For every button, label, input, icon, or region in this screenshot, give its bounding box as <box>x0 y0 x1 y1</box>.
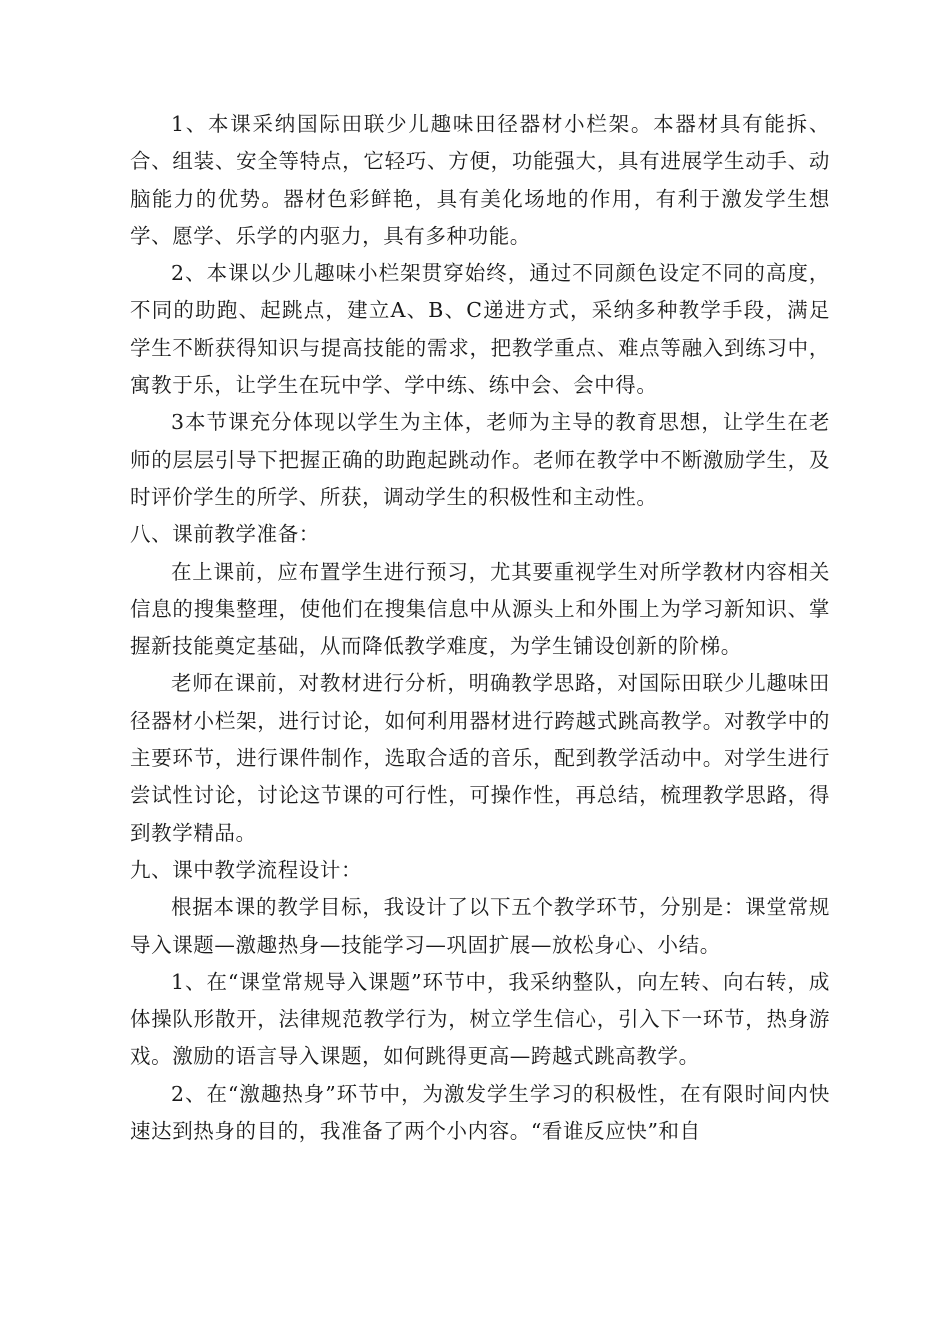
paragraph-stage-one: 1、在“课堂常规导入课题”环节中，我采纳整队，向左转、向右转，成体操队形散开，法律规范教学行为，树立学生信心，引入下一环节，热身游戏。激励的语言导入课题，如何跳得更高—跨越式跳高教学。 <box>130 969 830 1069</box>
paragraph-five-stages: 根据本课的教学目标，我设计了以下五个教学环节，分别是：课堂常规导入课题—激趣热身—技能学习—巩固扩展—放松身心、小结。 <box>130 895 830 957</box>
paragraph-hurdle-design: 2、本课以少儿趣味小栏架贯穿始终，通过不同颜色设定不同的高度，不同的助跑、起跳点，建立A、B、C递进方式，采纳多种教学手段，满足学生不断获得知识与提高技能的需求，把教学重点、难点等融入到练习中，寓教于乐，让学生在玩中学、学中练、练中会、会中得。 <box>130 261 830 398</box>
paragraph-stage-two: 2、在“激趣热身”环节中，为激发学生学习的积极性，在有限时间内快速达到热身的目的，我准备了两个小内容。“看谁反应快”和自 <box>130 1081 830 1144</box>
paragraph-equipment-features: 1、本课采纳国际田联少儿趣味田径器材小栏架。本器材具有能拆、合、组装、安全等特点，它轻巧、方便，功能强大，具有进展学生动手、动脑能力的优势。器材色彩鲜艳，具有美化场地的作用，有利于激发学生想学、愿学、乐学的内驱力，具有多种功能。 <box>130 112 830 248</box>
paragraph-student-centered: 3本节课充分体现以学生为主体，老师为主导的教育思想，让学生在老师的层层引导下把握正确的助跑起跳动作。老师在教学中不断激励学生，及时评价学生的所学、所获，调动学生的积极性和主动性。 <box>130 410 830 509</box>
paragraph-teacher-preparation: 老师在课前，对教材进行分析，明确教学思路，对国际田联少儿趣味田径器材小栏架，进行讨论，如何利用器材进行跨越式跳高教学。对教学中的主要环节，进行课件制作，选取合适的音乐，配到教学活动中。对学生进行尝试性讨论，讨论这节课的可行性，可操作性，再总结，梳理教学思路，得到教学精品。 <box>130 671 830 845</box>
section-heading-preparation: 八、课前教学准备： <box>130 522 320 547</box>
document-body <box>130 106 830 1150</box>
section-heading-process: 九、课中教学流程设计： <box>130 857 363 882</box>
paragraph-student-preview: 在上课前，应布置学生进行预习，尤其要重视学生对所学教材内容相关信息的搜集整理，使他们在搜集信息中从源头上和外围上为学习新知识、掌握新技能奠定基础，从而降低教学难度，为学生铺设创新的阶梯。 <box>130 559 830 659</box>
